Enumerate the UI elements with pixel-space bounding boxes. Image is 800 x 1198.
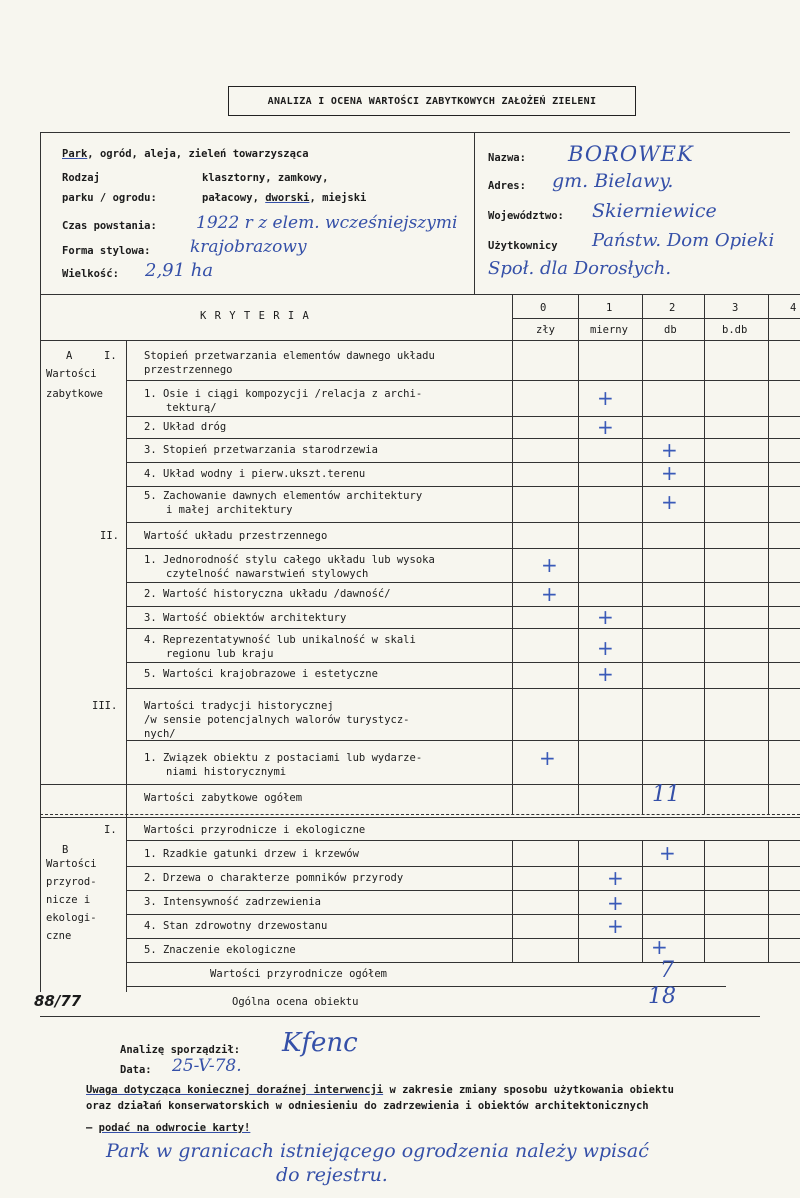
handwritten-note-2: do rejestru. <box>276 1164 388 1186</box>
row-i-3: 3. Stopień przetwarzania starodrzewia <box>144 444 378 456</box>
row-ii-head: Wartość układu przestrzennego <box>144 530 328 542</box>
section-b-line-3: nicze i <box>46 894 91 906</box>
row-ii-5: 5. Wartości krajobrazowe i estetyczne <box>144 668 378 680</box>
col-num-4: 4 <box>790 302 797 314</box>
park-type-line: Park, ogród, aleja, zieleń towarzysząca <box>62 148 309 160</box>
parku-label: parku / ogrodu: <box>62 192 157 204</box>
col-num-2: 2 <box>669 302 676 314</box>
uzytkownicy-value-2: Społ. dla Dorosłych. <box>488 258 672 279</box>
rating-mark: + <box>597 415 614 439</box>
section-a-iii: III. <box>92 700 118 712</box>
rodzaj-label: Rodzaj <box>62 172 100 184</box>
a-total-value: 11 <box>652 782 680 807</box>
rodzaj-options-2: pałacowy, dworski, miejski <box>202 192 367 204</box>
rodzaj-options-1: klasztorny, zamkowy, <box>202 172 329 184</box>
b-total-label: Wartości przyrodnicze ogółem <box>210 968 388 980</box>
adres-value: gm. Bielawy. <box>552 170 674 192</box>
section-b-line-4: ekologi- <box>46 912 97 924</box>
adres-label: Adres: <box>488 180 526 192</box>
section-b-i: I. <box>104 824 117 836</box>
rating-mark: + <box>661 490 678 514</box>
row-i-5a: 5. Zachowanie dawnych elementów architektury <box>144 490 423 502</box>
kryteria-heading: K R Y T E R I A <box>200 310 310 322</box>
a-total-label: Wartości zabytkowe ogółem <box>144 792 303 804</box>
wielkosc-value: 2,91 ha <box>145 260 214 281</box>
uwaga-line-3: – podać na odwrocie karty! <box>86 1122 251 1134</box>
rating-mark: + <box>597 605 614 629</box>
section-b-line-2: przyrod- <box>46 876 97 888</box>
row-ii-3: 3. Wartość obiektów architektury <box>144 612 347 624</box>
wielkosc-label: Wielkość: <box>62 268 119 280</box>
row-ii-1b: czytelność nawarstwień stylowych <box>166 568 369 580</box>
rating-mark: + <box>541 553 558 577</box>
uzytkownicy-value-1: Państw. Dom Opieki <box>592 230 775 251</box>
data-label: Data: <box>120 1064 152 1076</box>
section-a-i: I. <box>104 350 117 362</box>
col-label-3: b.db <box>722 324 748 336</box>
rating-mark: + <box>539 746 556 770</box>
col-num-3: 3 <box>732 302 739 314</box>
rating-mark: + <box>541 582 558 606</box>
section-b-line-5: czne <box>46 930 72 942</box>
handwritten-note-1: Park w granicach istniejącego ogrodzenia należy wpisać <box>106 1140 649 1162</box>
row-i-5b: i małej architektury <box>166 504 293 516</box>
section-a-name-1: Wartości <box>46 368 97 380</box>
row-iii-head-1: Wartości tradycji historycznej <box>144 700 334 712</box>
rating-mark: + <box>597 636 614 660</box>
signature: Kfenc <box>282 1028 358 1058</box>
section-b-line-1: Wartości <box>46 858 97 870</box>
row-iii-1a: 1. Związek obiektu z postaciami lub wydarze- <box>144 752 423 764</box>
row-i-4: 4. Układ wodny i pierw.ukszt.terenu <box>144 468 366 480</box>
section-b-letter: B <box>62 844 69 856</box>
forma-label: Forma stylowa: <box>62 245 151 257</box>
uwaga-line-1: Uwaga dotycząca koniecznej doraźnej interwencji w zakresie zmiany sposobu użytkowania obiektu <box>86 1084 674 1096</box>
czas-label: Czas powstania: <box>62 220 157 232</box>
row-iii-head-2: /w sensie potencjalnych walorów turystycz- <box>144 714 410 726</box>
row-ii-4b: regionu lub kraju <box>166 648 274 660</box>
row-i-head-1: Stopień przetwarzania elementów dawnego układu <box>144 350 435 362</box>
nazwa-label: Nazwa: <box>488 152 526 164</box>
rating-mark: + <box>659 841 676 865</box>
col-num-1: 1 <box>606 302 613 314</box>
analiza-label: Analizę sporządził: <box>120 1044 241 1056</box>
row-ii-4a: 4. Reprezentatywność lub unikalność w skali <box>144 634 416 646</box>
overall-value: 18 <box>648 984 676 1009</box>
row-b-5: 5. Znaczenie ekologiczne <box>144 944 296 956</box>
row-i-head-2: przestrzennego <box>144 364 233 376</box>
row-iii-1b: niami historycznymi <box>166 766 287 778</box>
rating-mark: + <box>597 386 614 410</box>
overall-label: Ogólna ocena obiektu <box>232 996 359 1008</box>
section-a-ii: II. <box>100 530 119 542</box>
row-ii-1a: 1. Jednorodność stylu całego układu lub wysoka <box>144 554 435 566</box>
wojewodztwo-label: Województwo: <box>488 210 564 222</box>
rating-mark: + <box>661 461 678 485</box>
col-num-0: 0 <box>540 302 547 314</box>
col-label-0: zły <box>536 324 555 336</box>
nazwa-value: BOROWEK <box>568 142 694 166</box>
row-b-head: Wartości przyrodnicze i ekologiczne <box>144 824 366 836</box>
b-total-value: 7 <box>660 958 674 983</box>
uwaga-line-2: oraz działań konserwatorskich w odniesieniu do zadrzewienia i obiektów architektonicznych <box>86 1100 649 1112</box>
czas-value: 1922 r z elem. wcześniejszymi <box>196 213 458 233</box>
col-label-1: mierny <box>590 324 628 336</box>
col-label-2: db <box>664 324 677 336</box>
row-b-4: 4. Stan zdrowotny drzewostanu <box>144 920 328 932</box>
rating-mark: + <box>607 891 624 915</box>
row-ii-2: 2. Wartość historyczna układu /dawność/ <box>144 588 391 600</box>
uzytkownicy-label: Użytkownicy <box>488 240 558 252</box>
data-value: 25-V-78. <box>172 1056 242 1076</box>
row-iii-head-3: nych/ <box>144 728 176 740</box>
section-a-letter: A <box>66 350 73 362</box>
rating-mark: + <box>651 935 668 959</box>
rating-mark: + <box>661 438 678 462</box>
forma-value: krajobrazowy <box>190 237 307 257</box>
section-a-name-2: zabytkowe <box>46 388 103 400</box>
row-i-1b: tekturą/ <box>166 402 217 414</box>
rating-mark: + <box>607 866 624 890</box>
wojewodztwo-value: Skierniewice <box>592 200 717 222</box>
document-title: ANALIZA I OCENA WARTOŚCI ZABYTKOWYCH ZAŁOŻEŃ ZIELENI <box>228 86 636 116</box>
margin-number: 88/77 <box>34 992 82 1010</box>
row-b-2: 2. Drzewa o charakterze pomników przyrody <box>144 872 404 884</box>
rating-mark: + <box>607 914 624 938</box>
row-i-2: 2. Układ dróg <box>144 421 227 433</box>
row-b-1: 1. Rzadkie gatunki drzew i krzewów <box>144 848 359 860</box>
row-b-3: 3. Intensywność zadrzewienia <box>144 896 322 908</box>
rating-mark: + <box>597 662 614 686</box>
row-i-1a: 1. Osie i ciągi kompozycji /relacja z archi- <box>144 388 423 400</box>
